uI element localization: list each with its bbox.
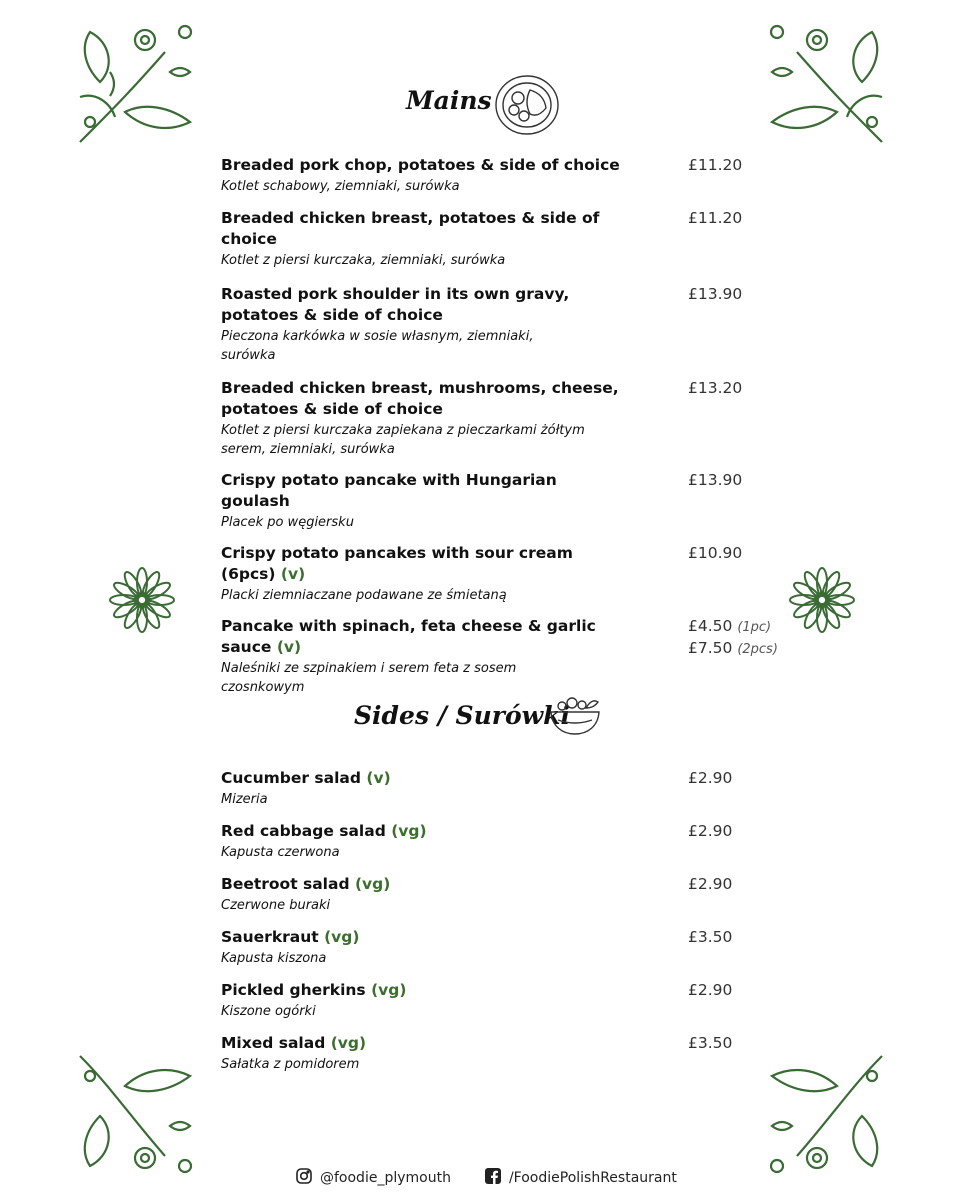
side-name: Pickled gherkins <box>221 981 366 999</box>
vegetarian-badge: (v) <box>280 565 306 583</box>
plate-icon <box>494 74 560 140</box>
side-item <box>221 874 641 915</box>
menu-item <box>221 378 641 459</box>
vegetarian-badge: (v) <box>276 638 302 656</box>
dish-name: Crispy potato pancake with Hungarian goulash <box>221 471 557 510</box>
side-name: Mixed salad <box>221 1034 326 1052</box>
vegan-badge: (vg) <box>354 875 391 893</box>
side-price: £2.90 <box>688 769 733 787</box>
dish-polish-name: Placki ziemniaczane podawane ze śmietaną <box>221 588 507 603</box>
side-item <box>221 1033 641 1074</box>
side-price: £3.50 <box>688 1034 733 1052</box>
dish-polish-name: Kotlet z piersi kurczaka zapiekana z pieczarkami żółtym serem, ziemniaki, surówka <box>221 423 585 457</box>
dish-name: Breaded chicken breast, mushrooms, cheese, potatoes & side of choice <box>221 379 619 418</box>
dish-price: £4.50 <box>688 617 733 635</box>
dish-polish-name: Kotlet z piersi kurczaka, ziemniaki, surówka <box>221 253 506 268</box>
dish-price: £10.90 <box>688 544 743 562</box>
side-price: £2.90 <box>688 822 733 840</box>
facebook-icon <box>485 1168 501 1188</box>
dish-polish-name: Pieczona karkówka w sosie własnym, ziemniaki, surówka <box>221 329 534 363</box>
dish-price: £13.20 <box>688 379 743 397</box>
menu-item <box>221 208 641 270</box>
dish-name: Breaded chicken breast, potatoes & side of choice <box>221 209 600 248</box>
side-polish-name: Kapusta kiszona <box>221 951 327 966</box>
dish-polish-name: Placek po węgiersku <box>221 515 354 530</box>
menu-item <box>221 543 641 605</box>
side-price: £2.90 <box>688 875 733 893</box>
vegan-badge: (vg) <box>324 928 360 946</box>
vegan-badge: (vg) <box>371 981 407 999</box>
salad-bowl-icon <box>548 694 602 740</box>
vegetarian-badge: (v) <box>366 769 391 787</box>
price-quantity: (2pcs) <box>737 642 778 657</box>
side-name: Red cabbage salad <box>221 822 386 840</box>
price-quantity: (1pc) <box>737 620 772 635</box>
side-name: Sauerkraut <box>221 928 319 946</box>
dish-name: Roasted pork shoulder in its own gravy, potatoes & side of choice <box>221 285 570 324</box>
instagram-icon <box>296 1168 312 1188</box>
side-polish-name: Sałatka z pomidorem <box>221 1057 360 1072</box>
menu-item <box>221 470 641 532</box>
daisy-left-icon <box>108 566 176 634</box>
section-title-mains: Mains <box>406 86 492 115</box>
menu-item <box>221 616 641 697</box>
dish-name: Crispy potato pancakes with sour cream (6pcs) <box>221 544 573 583</box>
dish-name: Breaded pork chop, potatoes & side of choice <box>221 156 620 174</box>
social-footer <box>296 1168 677 1188</box>
section-title-sides: Sides / Surówki <box>354 701 570 730</box>
vegan-badge: (vg) <box>391 822 427 840</box>
menu-item <box>221 284 641 365</box>
dish-price: £11.20 <box>688 209 743 227</box>
dish-price-multi <box>688 616 778 660</box>
side-polish-name: Kiszone ogórki <box>221 1004 316 1019</box>
side-item <box>221 821 641 862</box>
dish-polish-name: Kotlet schabowy, ziemniaki, surówka <box>221 179 460 194</box>
folk-ornament-top-right-icon <box>752 12 892 152</box>
dish-price: £11.20 <box>688 156 743 174</box>
side-item <box>221 980 641 1021</box>
side-polish-name: Kapusta czerwona <box>221 845 340 860</box>
facebook-handle[interactable]: /FoodiePolishRestaurant <box>508 1170 677 1186</box>
side-name: Cucumber salad <box>221 769 361 787</box>
dish-name: Pancake with spinach, feta cheese & garlic sauce <box>221 617 596 656</box>
side-name: Beetroot salad <box>221 875 350 893</box>
side-polish-name: Czerwone buraki <box>221 898 331 913</box>
dish-price-secondary: £7.50 <box>688 639 733 657</box>
side-price: £3.50 <box>688 928 733 946</box>
instagram-handle[interactable]: @foodie_plymouth <box>320 1170 451 1186</box>
vegan-badge: (vg) <box>330 1034 367 1052</box>
dish-price: £13.90 <box>688 285 743 303</box>
dish-price: £13.90 <box>688 471 743 489</box>
folk-ornament-bottom-left-icon <box>70 1046 210 1186</box>
daisy-right-icon <box>788 566 856 634</box>
menu-item <box>221 155 641 196</box>
side-item <box>221 768 641 809</box>
side-item <box>221 927 641 968</box>
dish-polish-name: Naleśniki ze szpinakiem i serem feta z sosem czosnkowym <box>221 661 517 695</box>
side-polish-name: Mizeria <box>221 792 268 807</box>
side-price: £2.90 <box>688 981 733 999</box>
folk-ornament-bottom-right-icon <box>752 1046 892 1186</box>
folk-ornament-top-left-icon <box>70 12 210 152</box>
